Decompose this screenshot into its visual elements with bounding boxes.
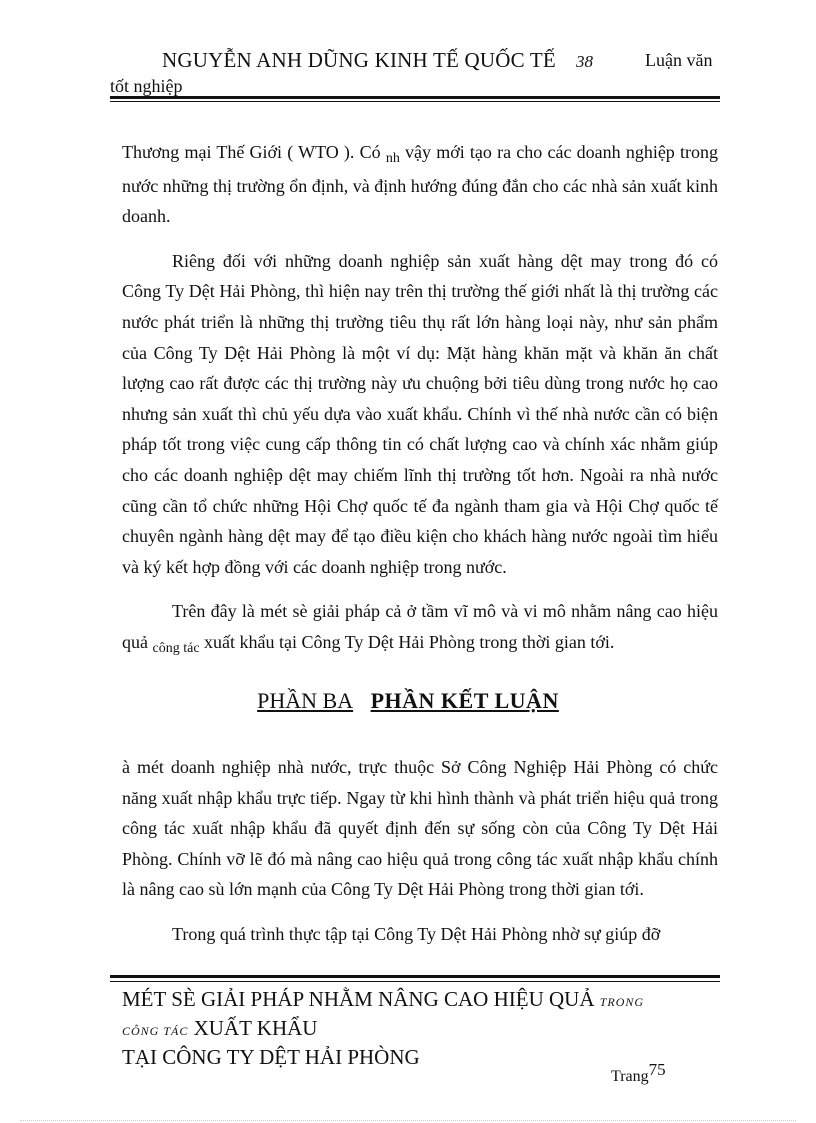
section-heading bbox=[0, 688, 816, 714]
paragraph-1-small: nh bbox=[385, 151, 400, 166]
header-title: NGUYỄN ANH DŨNG KINH TẾ QUỐC TẾ bbox=[162, 48, 556, 72]
footer-line1: MÉT SÈ GIẢI PHÁP NHẰM NÂNG CAO HIỆU QUẢ bbox=[122, 987, 595, 1011]
footer-line1-small: TRONG bbox=[599, 995, 645, 1009]
page-number-digits: 75 bbox=[648, 1060, 666, 1079]
paragraph-3: Trên đây là mét sè giải pháp cả ở tầm vĩ mô và vi mô nhằm nâng cao hiệu quả $_{công tác}$ xuất khẩu tại Công Ty Dệt Hải Phòng trong thời gian tới. bbox=[122, 601, 718, 656]
paragraph-3-small: công tác bbox=[152, 640, 200, 656]
footer-rule-thick bbox=[110, 975, 720, 978]
header-rule-thin bbox=[110, 101, 720, 102]
paragraph-2: Riêng đối với những doanh nghiệp sản xuất hàng dệt may trong đó có Công Ty Dệt Hải Phòng, thì hiện nay trên thị trường thế giới nhất là thị trường các nước phát triển là những thị trường tiêu thụ rất lớn hàng loại này, như sản phẩm của Công Ty Dệt Hải Phòng là một ví dụ: Mặt hàng khăn mặt và khăn ăn chất lượng cao rất được các thị trường này ưu chuộng bởi tiêu dùng trong nước họ cao nhưng sản xuất thì chủ yếu dựa vào xuất khẩu. Chính vì thế nhà nước cần có biện pháp tốt trong việc cung cấp thông tin có chất lượng cao và chính xác nhằm giúp cho các doanh nghiệp dệt may chiếm lĩnh thị trường tốt hơn. Ngoài ra nhà nước cũng cần tổ chức những Hội Chợ quốc tế đa ngành tham gia và Hội Chợ quốc tế chuyên ngành hàng dệt may để tạo điều kiện cho khách hàng nước ngoài tìm hiểu và ký kết hợp đồng với các doanh nghiệp trong nước. bbox=[122, 250, 718, 577]
header-rule-thick bbox=[110, 96, 720, 99]
footer-line2-small: CÔNG TÁC bbox=[122, 1024, 189, 1038]
body-section-2 bbox=[122, 752, 718, 950]
footer-line2: XUẤT KHẨU bbox=[193, 1016, 318, 1040]
conclusion-paragraph-2: Trong quá trình thực tập tại Công Ty Dệt Hải Phòng nhờ sự giúp đỡ bbox=[172, 923, 661, 944]
page-number bbox=[611, 1060, 666, 1086]
header-line2: tốt nghiệp bbox=[110, 76, 183, 96]
conclusion-paragraph-1: à mét doanh nghiệp nhà nước, trực thuộc Sở Công Nghiệp Hải Phòng có chức năng xuất nhập khẩu trực tiếp. Ngay từ khi hình thành và phát triển hiệu quả trong công tác xuất nhập khẩu đã quyết định đến sự sống còn của Công Ty Dệt Hải Phòng. Chính vỡ lẽ đó mà nâng cao hiệu quả trong công tác xuất nhập khẩu chính là nâng cao sù lớn mạnh của Công Ty Dệt Hải Phòng trong thời gian tới. bbox=[122, 757, 718, 900]
header-number: 38 bbox=[576, 52, 593, 71]
body-section-1 bbox=[122, 137, 718, 661]
page-header bbox=[110, 48, 720, 97]
section-label: PHẦN BA bbox=[257, 688, 354, 713]
footer-line3: TẠI CÔNG TY DỆT HẢI PHÒNG bbox=[122, 1045, 420, 1069]
paragraph-1: Thương mại Thế Giới ( WTO ). Có $_{nh}$ vậy mới tạo ra cho các doanh nghiệp trong nước những thị trường ổn định, và định hướng đúng đắn cho các nhà sản xuất kinh doanh. bbox=[122, 142, 718, 227]
page-label: Trang bbox=[611, 1068, 649, 1085]
footer-title bbox=[122, 986, 722, 1070]
page-bottom-border bbox=[20, 1120, 796, 1121]
header-right-label: Luận văn bbox=[645, 50, 713, 70]
footer-rule-thin bbox=[110, 981, 720, 982]
section-title: PHẦN KẾT LUẬN bbox=[370, 688, 559, 713]
